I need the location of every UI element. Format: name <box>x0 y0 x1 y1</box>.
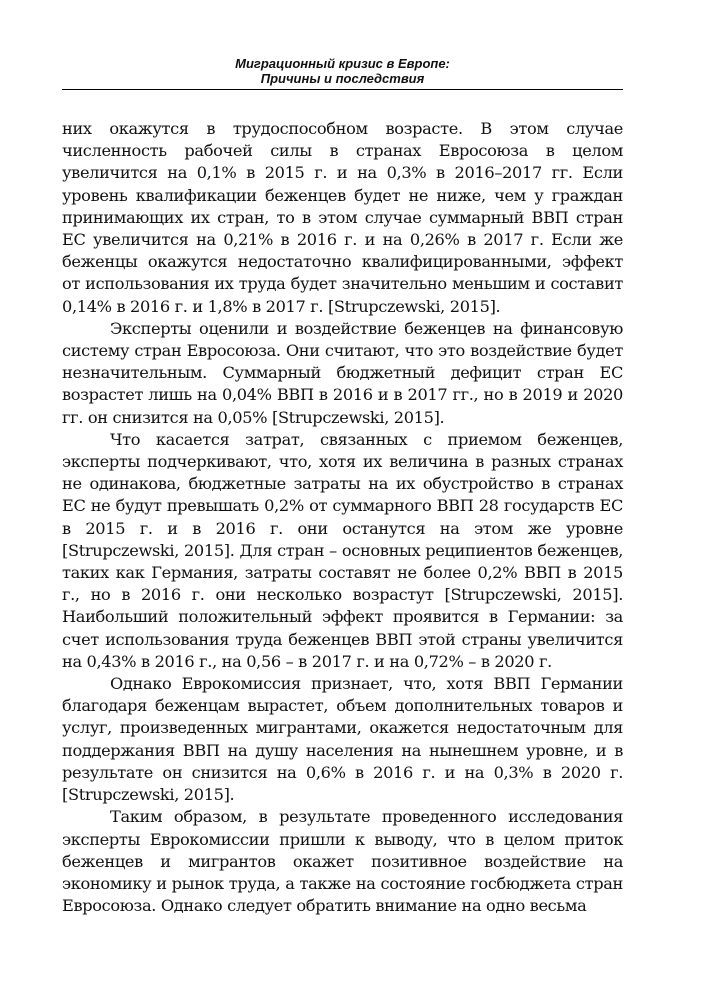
running-header-subtitle: Причины и последствия <box>260 71 425 86</box>
paragraph: Однако Еврокомиссия признает, что, хотя ВВП Германии благодаря беженцам вырастет, объем дополнительных товаров и услуг, произведенных мигрантами, окажется недостаточным для поддержания ВВП на душу населения на нынешнем уровне, и в результате он снизится на 0,6% в 2016 г. и на 0,3% в 2020 г. [Strupczewski, 2015]. <box>62 674 623 805</box>
running-header <box>62 56 623 86</box>
header-rule <box>62 89 623 90</box>
paragraph-continuation: них окажутся в трудоспособном возрасте. В этом случае численность рабочей силы в странах Евросоюза в целом увеличится на 0,1% в 2015 г. и на 0,3% в 2016–2017 гг. Если уровень квалификации беженцев будет не ниже, чем у граждан принимающих их стран, то в этом случае суммарный ВВП стран ЕС увеличится на 0,21% в 2016 г. и на 0,26% в 2017 г. Если же беженцы окажутся недостаточно квалифицированными, эффект от использования их труда будет значительно меньшим и составит 0,14% в 2016 г. и 1,8% в 2017 г. [Strupczewski, 2015]. <box>62 119 623 316</box>
paragraph: Эксперты оценили и воздействие беженцев на финансовую систему стран Евросоюза. Они считают, что это воздействие будет незначительным. Суммарный бюджетный дефицит стран ЕС возрастет лишь на 0,04% ВВП в 2016 и в 2017 гг., но в 2019 и 2020 гг. он снизится на 0,05% [Strupczewski, 2015]. <box>62 318 623 427</box>
paragraph: Таким образом, в результате проведенного исследования эксперты Еврокомиссии пришли к выводу, что в целом приток беженцев и мигрантов окажет позитивное воздействие на экономику и рынок труда, а также на состояние госбюджета стран Евросоюза. Однако следует обратить внимание на одно весьма <box>62 807 623 916</box>
running-header-title: Миграционный кризис в Европе: <box>235 56 450 71</box>
paragraph: Что касается затрат, связанных с приемом беженцев, эксперты подчеркивают, что, хотя их величина в разных странах не одинакова, бюджетные затраты на их обустройство в странах ЕС не будут превышать 0,2% от суммарного ВВП 28 государств ЕС в 2015 г. и в 2016 г. они останутся на этом же уровне [Strupczewski, 2015]. Для стран – основных реципиентов беженцев, таких как Германия, затраты составят не более 0,2% ВВП в 2015 г., но в 2016 г. они несколько возрастут [Strupczewski, 2015]. Наибольший положительный эффект проявится в Германии: за счет использования труда беженцев ВВП этой страны увеличится на 0,43% в 2016 г., на 0,56 – в 2017 г. и на 0,72% – в 2020 г. <box>62 429 623 671</box>
body-text <box>62 118 623 917</box>
